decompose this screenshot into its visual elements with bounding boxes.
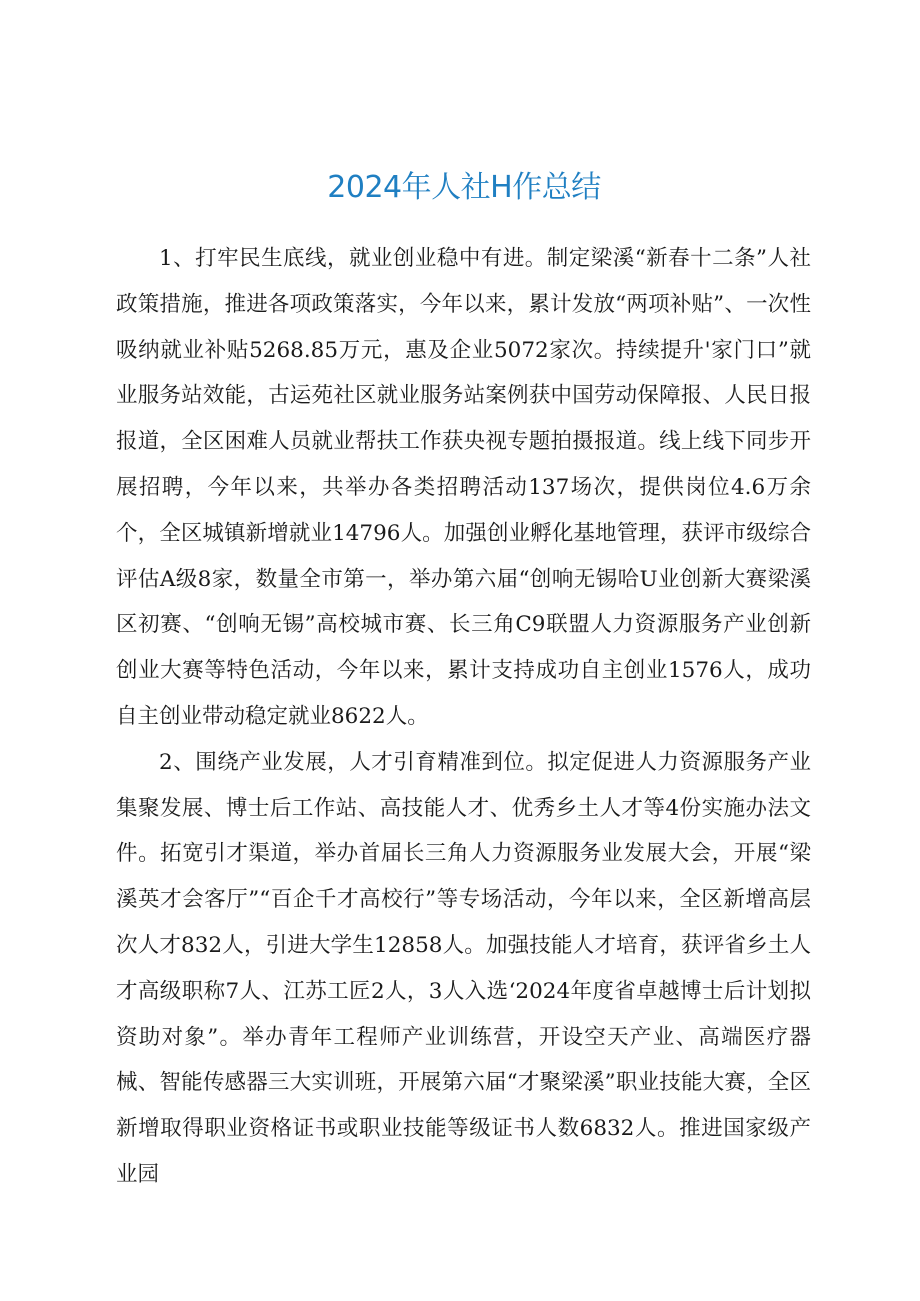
- paragraph-talent: 2、围绕产业发展，人才引育精准到位。拟定促进人力资源服务产业集聚发展、博士后工作站、高技能人才、优秀乡土人才等4份实施办法文件。拓宽引才渠道，举办首届长三角人力资源服务业发展大会，开展“梁溪英才会客厅”“百企千才高校行”等专场活动，今年以来，全区新增高层次人才832人，引进大学生12858人。加强技能人才培育，获评省乡土人才高级职称7人、江苏工匠2人，3人入选‘2024年度省卓越博士后计划拟资助对象”。举办青年工程师产业训练营，开设空天产业、高端医疗器械、智能传感器三大实训班，开展第六届“才聚梁溪”职业技能大赛，全区新增取得职业资格证书或职业技能等级证书人数6832人。推进国家级产业园: [116, 749, 811, 1187]
- paragraph-employment: 1、打牢民生底线，就业创业稳中有进。制定梁溪“新春十二条”人社政策措施，推进各项政策落实，今年以来，累计发放“两项补贴”、一次性吸纳就业补贴5268.85万元，惠及企业5072家次。持续提升'家门口”就业服务站效能，古运苑社区就业服务站案例获中国劳动保障报、人民日报报道，全区困难人员就业帮扶工作获央视专题拍摄报道。线上线下同步开展招聘，今年以来，共举办各类招聘活动137场次，提供岗位4.6万余个，全区城镇新增就业14796人。加强创业孵化基地管理，获评市级综合评估A级8家，数量全市第一，举办第六届“创响无锡哈U业创新大赛梁溪区初赛、“创响无锡”高校城市赛、长三角C9联盟人力资源服务产业创新创业大赛等特色活动，今年以来，累计支持成功自主创业1576人，成功自主创业带动稳定就业8622人。: [116, 246, 811, 729]
- document-title: 2024年人社H作总结: [327, 170, 601, 205]
- document-body: [116, 236, 811, 1198]
